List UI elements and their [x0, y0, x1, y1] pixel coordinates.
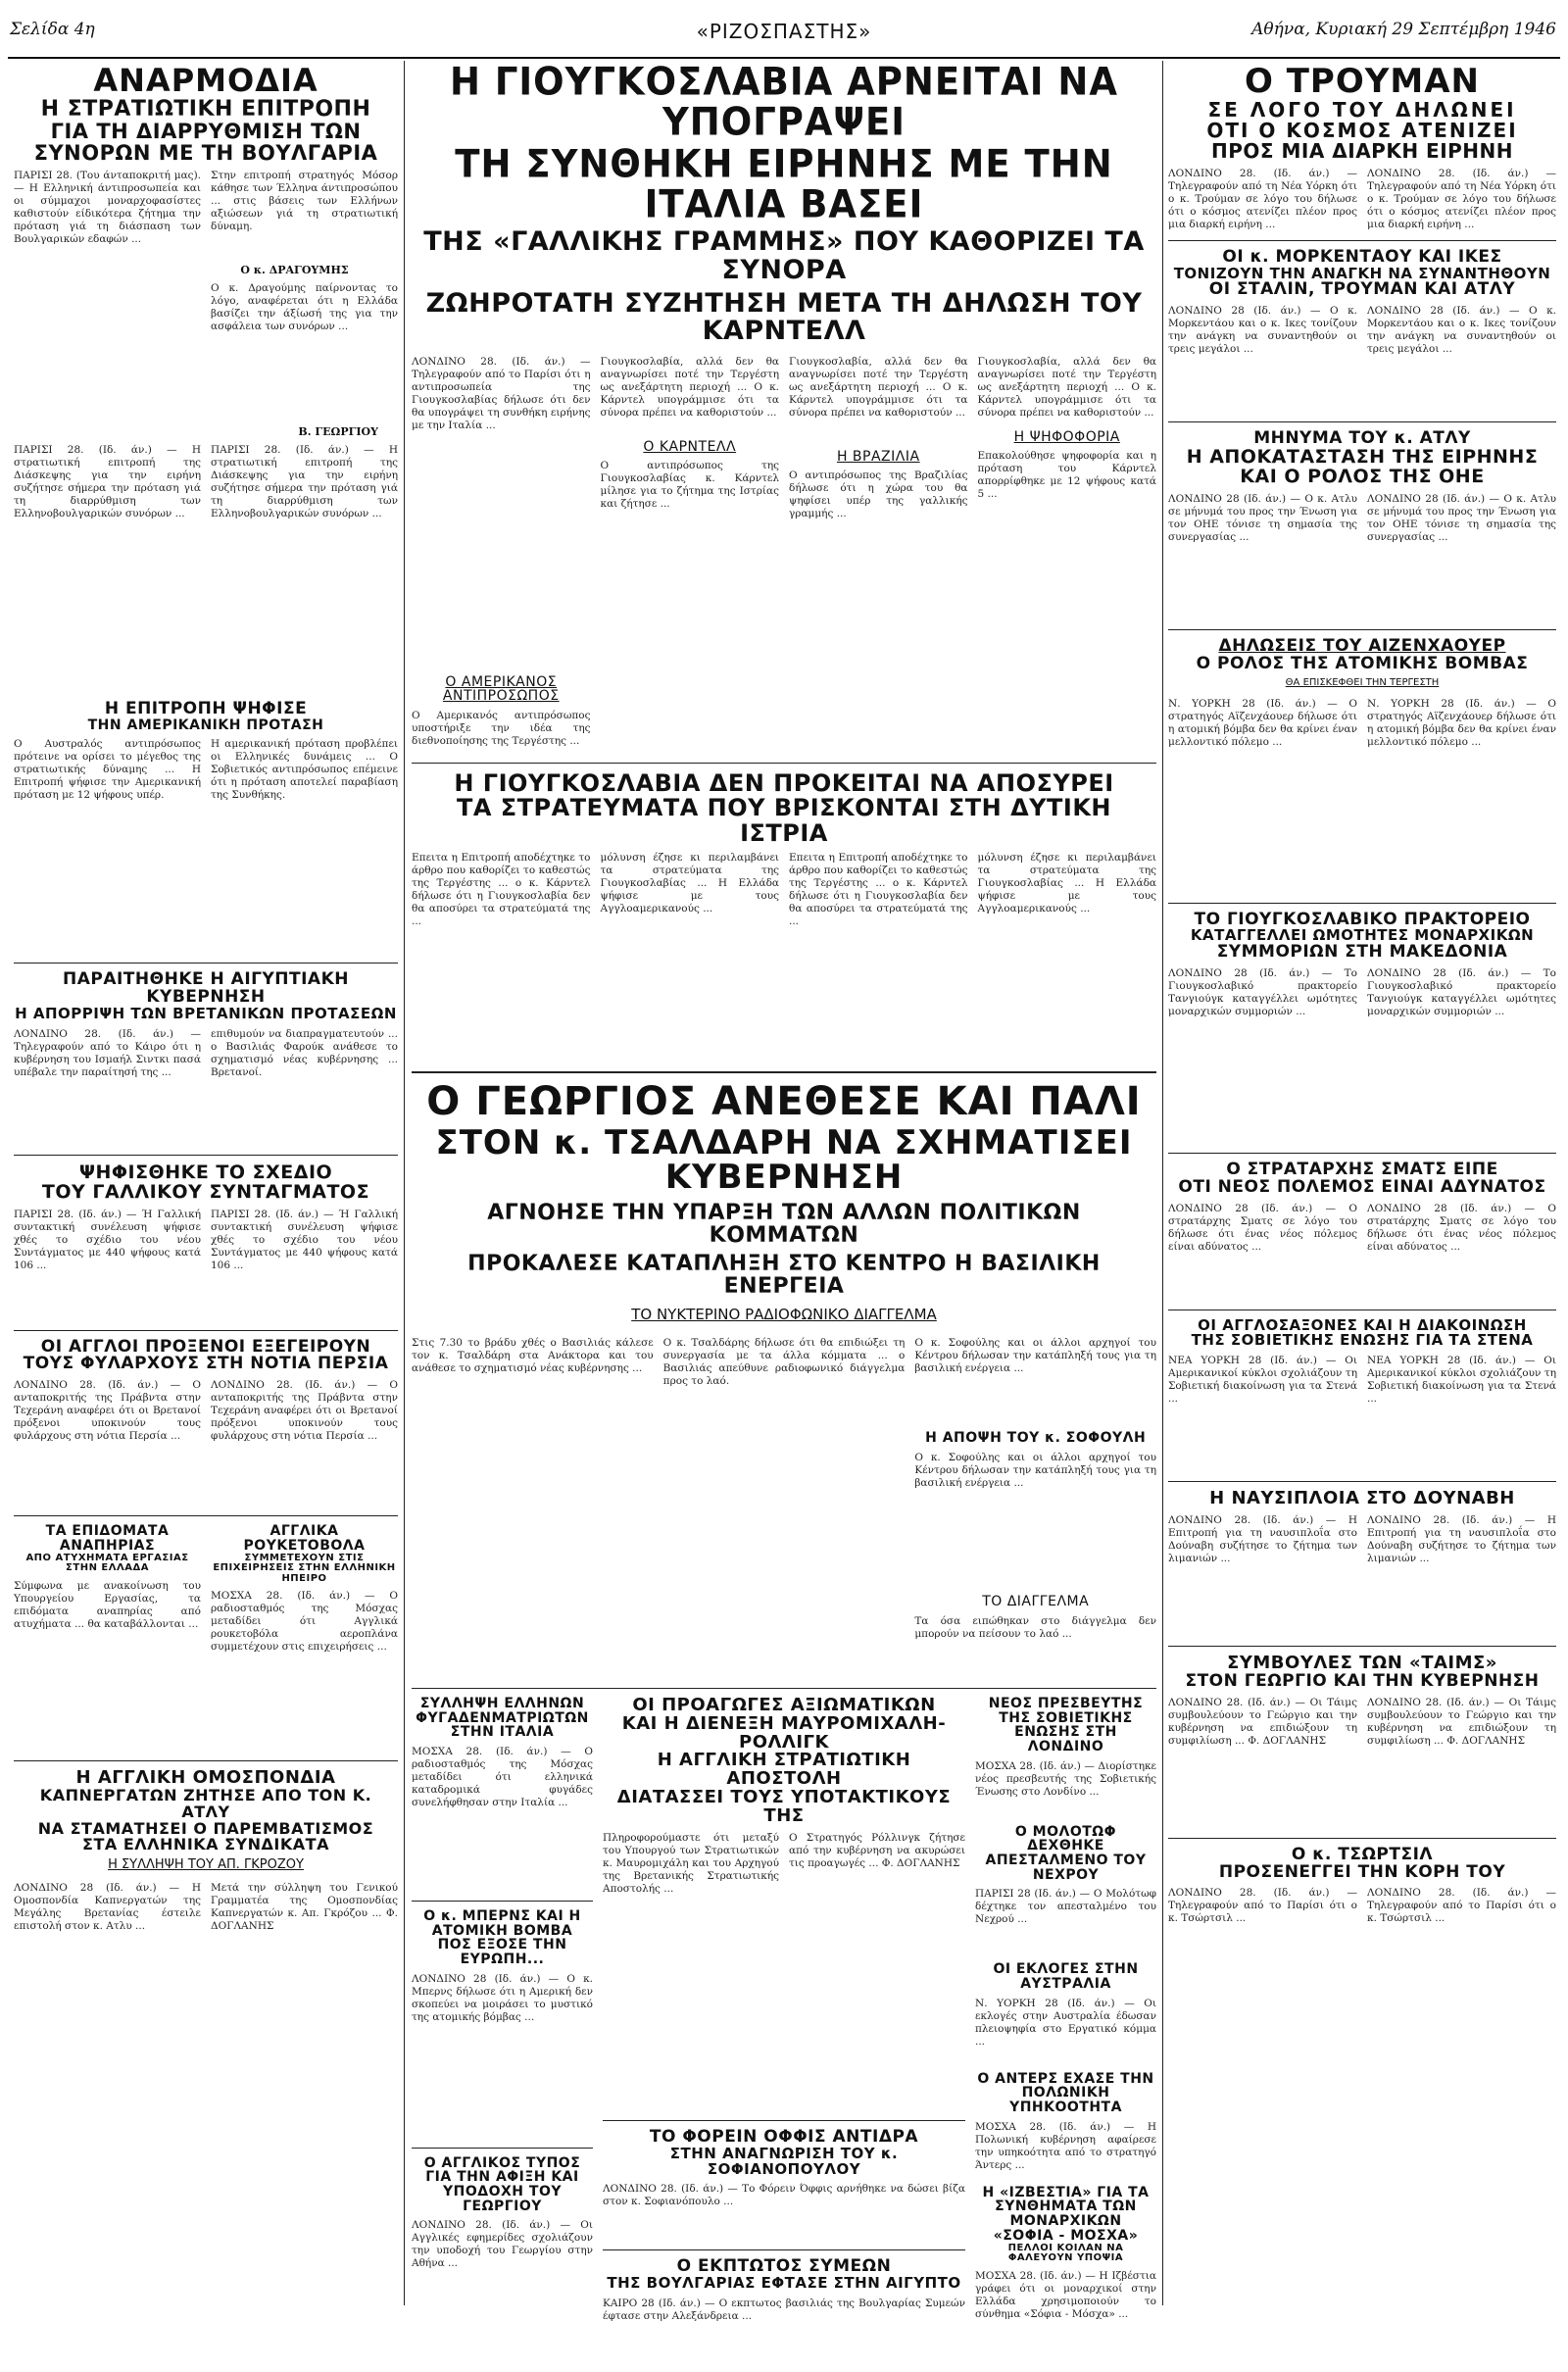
article-text: Ν. ΥΟΡΚΗ 28 (Ιδ. άν.) — Οι εκλογές στην Αυστραλία έδωσαν πλειοψηφία στο Εργατικό κόμμα ... [975, 1997, 1156, 2048]
article-text: ΜΟΣΧΑ 28. (Ιδ. άν.) — Ο ραδιοσταθμός της Μόσχας μεταδίδει ότι ελληνικά καταδρομικά φυγάδες συνελήφθησαν στην Ιταλία ... [412, 1745, 593, 1808]
article-text: Ο κ. Δραγούμης παίρνοντας το λόγο, αναφέρεται ότι η Ελλάδα βασίζει την άξίωσή της για την ασφάλεια των συνόρων ... [211, 281, 398, 332]
article-text: Ο Αμερικανός αντιπρόσωπος υποστήριξε την ιδέα της διεθνοποίησης της Τεργέστης ... [412, 710, 591, 748]
article-text: ΚΑΙΡΟ 28 (Ιδ. άν.) — Ο εκπτωτος βασιλιάς της Βουλγαρίας Συμεών έφτασε στην Αλεξάνδρεια ... [603, 2297, 965, 2322]
article-text: Ο Αυστραλός αντιπρόσωπος πρότεινε να ορίσει το μέγεθος της στρατιωτικής δύναμης ... Η Επιτροπή ψήφισε την Αμερικανική πρόταση με 12 ψήφους υπέρ. [14, 738, 201, 802]
headline: ΤΟ ΦΟΡΕΙΝ ΟΦΦΙΣ ΑΝΤΙΔΡΑ [649, 2127, 919, 2148]
article-text: μόλυνση έζησε κι περιλαμβάνει τα στρατεύματα της Γιουγκοσλαβίας ... Η Ελλάδα ψήφισε με τους Αγγλοαμερικανούς ... [600, 851, 779, 914]
headline: ΤΟΥ ΓΑΛΛΙΚΟΥ ΣΥΝΤΑΓΜΑΤΟΣ [41, 1180, 370, 1203]
headline: Ο ΜΟΛΟΤΩΦ ΔΕΧΘΗΚΕ ΑΠΕΣΤΑΛΜΕΝΟ ΤΟΥ ΝΕΧΡΟΥ [985, 1823, 1147, 1883]
article-text: ΛΟΝΔΙΝΟ 28. (Ιδ. άν.) — Τηλεγραφούν από το Παρίσι ότι η αντιπροσωπεία της Γιουγκοσλαβίας δήλωσε ότι δεν θα υπογράψει τη συνθήκη ειρήνης με την Ιταλία ... [412, 355, 591, 431]
headline: ΤΗΣ ΣΟΒΙΕΤΙΚΗΣ ΕΝΩΣΗΣ ΓΙΑ ΤΑ ΣΤΕΝΑ [1191, 1331, 1534, 1350]
article-text: Επειτα η Επιτροπή αποδέχτηκε το άρθρο που καθορίζει το καθεστώς της Τεργέστης ... ο κ. Κάρντελ δήλωσε ότι η Γιουγκοσλαβία δεν θα αποσύρει τα στρατεύματά της ... [789, 851, 968, 927]
headline: ΤΑ ΕΠΙΔΟΜΑΤΑ ΑΝΑΠΗΡΙΑΣ [45, 1523, 170, 1554]
headline: ΠΡΟΣ ΜΙΑ ΔΙΑΡΚΗ ΕΙΡΗΝΗ [1210, 138, 1514, 163]
headline: ΓΙΑ ΤΗ ΔΙΑΡΡΥΘΜΙΣΗ ΤΩΝ [50, 119, 362, 143]
headline: Η ΓΙΟΥΓΚΟΣΛΑΒΙΑ ΔΕΝ ΠΡΟΚΕΙΤΑΙ ΝΑ ΑΠΟΣΥΡΕΙ [454, 769, 1114, 798]
headline: ΣΥΜΜΟΡΙΩΝ ΣΤΗ ΜΑΚΕΔΟΝΙΑ [1216, 942, 1508, 963]
headline: ΣΥΝΟΡΩΝ ΜΕ ΤΗ ΒΟΥΛΓΑΡΙΑ [33, 140, 378, 165]
headline: Η ΑΓΓΛΙΚΗ ΣΤΡΑΤΙΩΤΙΚΗ ΑΠΟΣΤΟΛΗ [657, 1750, 911, 1790]
center-column [412, 59, 1157, 2322]
headline: ΑΠΟ ΑΤΥΧΗΜΑΤΑ ΕΡΓΑΣΙΑΣ ΣΤΗΝ ΕΛΛΑΔΑ [25, 1552, 189, 1574]
article-text: Γιουγκοσλαβία, αλλά δεν θα αναγνωρίσει ποτέ την Τεργέστη ως ανεξάρτητη περιοχή ... Ο κ. Κάρντελ υπογράμμισε ότι τα σύνορα πρέπει να καθοριστούν ... [977, 355, 1156, 419]
article-text: Σύμφωνα με ανακοίνωση του Υπουργείου Εργασίας, τα επιδόματα αναπηρίας από ατυχήματα ... θα καταβάλλονται ... [14, 1579, 201, 1630]
headline: ΟΙ ΣΤΑΛΙΝ, ΤΡΟΥΜΑΝ ΚΑΙ ΑΤΛΥ [1208, 279, 1516, 300]
article-text: Επακολούθησε ψηφοφορία και η πρόταση του Κάρντελ απορρίφθηκε με 12 ψήφους κατά 5 ... [977, 450, 1156, 501]
headline: ΤΗΣ ΒΟΥΛΓΑΡΙΑΣ ΕΦΤΑΣΕ ΣΤΗΝ ΑΙΓΥΠΤΟ [607, 2274, 961, 2293]
article-text: ΛΟΝΔΙΝΟ 28 (Ιδ. άν.) — Ο στρατάρχης Σματς σε λόγο του δήλωσε ότι ένας νέος πόλεμος είναι αδύνατος ... [1367, 1202, 1556, 1253]
article-text: ΛΟΝΔΙΝΟ 28. (Ιδ. άν.) — Ο ανταποκριτής της Πράβντα στην Τεχεράνη αναφέρει ότι οι Βρετανοί πρόξενοι υποκινούν τους φυλάρχους στη νότια Περσία ... [14, 1379, 201, 1443]
subheading: ΤΟ ΝΥΚΤΕΡΙΝΟ ΡΑΔΙΟΦΩΝΙΚΟ ΔΙΑΓΓΕΛΜΑ [631, 1306, 937, 1324]
article-text: ΝΕΑ ΥΟΡΚΗ 28 (Ιδ. άν.) — Οι Αμερικανικοί κύκλοι σχολιάζουν τη Σοβιετική διακοίνωση για τα Στενά ... [1168, 1355, 1357, 1406]
article-text: ΛΟΝΔΙΝΟ 28 (Ιδ. άν.) — Ο κ. Ατλυ σε μήνυμά του προς την Ένωση για τον ΟΗΕ τόνισε τη σημασία της συνεργασίας ... [1367, 492, 1556, 543]
article-text: Γιουγκοσλαβία, αλλά δεν θα αναγνωρίσει ποτέ την Τεργέστη ως ανεξάρτητη περιοχή ... Ο κ. Κάρντελ υπογράμμισε ότι τα σύνορα πρέπει να καθοριστούν ... [600, 355, 779, 419]
headline: Ο κ. ΜΠΕΡΝΣ ΚΑΙ Η ΑΤΟΜΙΚΗ ΒΟΜΒΑ [423, 1907, 581, 1939]
newspaper-name: «ΡΙΖΟΣΠΑΣΤΗΣ» [696, 20, 872, 43]
headline: ΚΑΙ Ο ΡΟΛΟΣ ΤΗΣ ΟΗΕ [1240, 465, 1485, 487]
headline: Η ΑΓΓΛΙΚΗ ΟΜΟΣΠΟΝΔΙΑ [75, 1767, 336, 1789]
article-text: Γιουγκοσλαβία, αλλά δεν θα αναγνωρίσει ποτέ την Τεργέστη ως ανεξάρτητη περιοχή ... Ο κ. Κάρντελ υπογράμμισε ότι τα σύνορα πρέπει να καθοριστούν ... [789, 355, 968, 419]
article-text: ΠΑΡΙΣΙ 28. (Ιδ. άν.) — Η στρατιωτική επιτροπή της Διάσκεψης για την ειρήνη συζήτησε σήμερα την πρόταση γιά τη διαρρύθμιση των Ελληνοβουλγαρικών συνόρων ... [14, 443, 201, 519]
subheading: Ο ΑΜΕΡΙΚΑΝΟΣ ΑΝΤΙΠΡΟΣΩΠΟΣ [442, 673, 560, 705]
column-rule [1162, 61, 1163, 2305]
lead-headline: ΤΗ ΣΥΝΘΗΚΗ ΕΙΡΗΝΗΣ ΜΕ ΤΗΝ ΙΤΑΛΙΑ ΒΑΣΕΙ [455, 141, 1113, 226]
article-text: μόλυνση έζησε κι περιλαμβάνει τα στρατεύματα της Γιουγκοσλαβίας ... Η Ελλάδα ψήφισε με τους Αγγλοαμερικανούς ... [977, 851, 1156, 914]
headline: Η «ΙΖΒΕΣΤΙΑ» ΓΙΑ ΤΑ ΣΥΝΘΗΜΑΤΑ ΤΩΝ ΜΟΝΑΡΧΙΚΩΝ [982, 2184, 1150, 2230]
article-text: Τα όσα ειπώθηκαν στο διάγγελμα δεν μπορούν να πείσουν το λαό ... [914, 1614, 1157, 1640]
headline: ΤΟ ΓΙΟΥΓΚΟΣΛΑΒΙΚΟ ΠΡΑΚΤΟΡΕΙΟ [1194, 909, 1531, 929]
page-number: Σελίδα 4η [10, 20, 95, 39]
article-text: ΛΟΝΔΙΝΟ 28 (Ιδ. άν.) — Ο κ. Ατλυ σε μήνυμά του προς την Ένωση για τον ΟΗΕ τόνισε τη σημασία της συνεργασίας ... [1168, 492, 1357, 543]
article-text: ΠΑΡΙΣΙ 28. (Του άνταποκριτή μας). — Η Ελληνική άντιπροσωπεία και οι σύμμαχοι μοναρχοφασίστες καθιστούν είδικότερα ζήτημα την πρόταση γιά τη διάσπαση των Βουλγαρικών εδαφών ... [14, 169, 201, 245]
article-text: ΠΑΡΙΣΙ 28. (Ιδ. άν.) — Η στρατιωτική επιτροπή της Διάσκεψης για την ειρήνη συζήτησε σήμερα την πρόταση γιά τη διαρρύθμιση των Ελληνοβουλγαρικών συνόρων ... [211, 443, 398, 519]
subheading: ΘΑ ΕΠΙΣΚΕΦΘΕΙ ΤΗΝ ΤΕΡΓΕΣΤΗ [1285, 676, 1440, 688]
headline: ΑΓΝΟΗΣΕ ΤΗΝ ΥΠΑΡΞΗ ΤΩΝ ΑΛΛΩΝ ΠΟΛΙΤΙΚΩΝ ΚΟΜΜΑΤΩΝ [487, 1201, 1081, 1249]
headline: ΨΗΦΙΣΘΗΚΕ ΤΟ ΣΧΕΔΙΟ [78, 1161, 333, 1183]
subheading: Η ΑΠΟΨΗ ΤΟΥ κ. ΣΟΦΟΥΛΗ [925, 1430, 1147, 1447]
article-text: ΛΟΝΔΙΝΟ 28 (Ιδ. άν.) — Ο κ. Μπερνς δήλωσε ότι η Αμερική δεν σκοπεύει να μοιράσει το μυστικό της ατομικής βόμβας ... [412, 1972, 593, 2023]
headline: ΣΥΜΒΟΥΛΕΣ ΤΩΝ «ΤΑΙΜΣ» [1227, 1653, 1497, 1674]
headline: Ο ΓΕΩΡΓΙΟΣ ΑΝΕΘΕΣΕ ΚΑΙ ΠΑΛΙ [426, 1078, 1142, 1124]
article-text: ΜΟΣΧΑ 28. (Ιδ. άν.) — Η Ιζβέστια γράφει ότι οι μοναρχικοί στην Ελλάδα χρησιμοποιούν το σύνθημα «Σόφια - Μόσχα» ... [975, 2269, 1156, 2320]
issue-date: Αθήνα, Κυριακή 29 Σεπτέμβρη 1946 [1251, 20, 1556, 39]
masthead-rule [8, 57, 1560, 59]
headline: ΟΤΙ Ο ΚΟΣΜΟΣ ΑΤΕΝΙΖΕΙ [1206, 118, 1518, 142]
headline: ΣΤΗΝ ΑΝΑΓΝΩΡΙΣΗ ΤΟΥ κ. ΣΟΦΙΑΝΟΠΟΥΛΟΥ [669, 2144, 899, 2178]
headline: ΠΡΟΚΑΛΕΣΕ ΚΑΤΑΠΛΗΞΗ ΣΤΟ ΚΕΝΤΡΟ Η ΒΑΣΙΛΙΚΗ ΕΝΕΡΓΕΙΑ [467, 1252, 1101, 1300]
headline: ΑΓΓΛΙΚΑ ΡΟΥΚΕΤΟΒΟΛΑ [243, 1523, 366, 1554]
headline: ΔΗΛΩΣΕΙΣ ΤΟΥ ΑΙΖΕΝΧΑΟΥΕΡ [1218, 635, 1506, 656]
headline: ΟΙ κ. ΜΟΡΚΕΝΤΑΟΥ ΚΑΙ ΙΚΕΣ [1222, 246, 1502, 267]
article-text: Ο αντιπρόσωπος της Γιουγκοσλαβίας κ. Κάρντελ μίλησε για το ζήτημα της Ιστρίας και ζήτησε ... [600, 460, 779, 511]
headline: ΤΟΝΙΖΟΥΝ ΤΗΝ ΑΝΑΓΚΗ ΝΑ ΣΥΝΑΝΤΗΘΟΥΝ [1173, 264, 1551, 282]
subheading: Ο ΚΑΡΝΤΕΛΛ [643, 438, 737, 455]
article-text: επιθυμούν να διαπραγματευτούν ... ο Βασιλιάς Φαρούκ ανάθεσε το σχηματισμό νέας κυβέρνησης ... Βρετανοί. [211, 1027, 398, 1078]
headline: Ο ΡΟΛΟΣ ΤΗΣ ΑΤΟΜΙΚΗΣ ΒΟΜΒΑΣ [1196, 653, 1529, 673]
headline: ΟΙ ΑΓΓΛΟΣΑΞΟΝΕΣ ΚΑΙ Η ΔΙΑΚΟΙΝΩΣΗ [1198, 1315, 1527, 1334]
column-rule [404, 61, 405, 2305]
article-text: Ο Στρατηγός Ρόλλινγκ ζήτησε από την κυβέρνηση να ακυρώσει τις προαγωγές ... Φ. ΔΟΓΛΑΝΗΣ [789, 1832, 965, 1870]
headline: Η ΑΠΟΡΡΙΨΗ ΤΩΝ ΒΡΕΤΑΝΙΚΩΝ ΠΡΟΤΑΣΕΩΝ [15, 1005, 397, 1022]
headline: ΔΙΑΤΑΣΣΕΙ ΤΟΥΣ ΥΠΟΤΑΚΤΙΚΟΥΣ ΤΗΣ [616, 1787, 952, 1827]
article-text: ΜΟΣΧΑ 28. (Ιδ. άν.) — Η Πολωνική κυβέρνηση αφαίρεσε την υπηκοότητα από το στρατηγό Άντερς ... [975, 2120, 1156, 2171]
headline: ΟΙ ΠΡΟΑΓΩΓΕΣ ΑΞΙΩΜΑΤΙΚΩΝ [632, 1694, 936, 1715]
headline: ΟΙ ΑΓΓΛΟΙ ΠΡΟΞΕΝΟΙ ΕΞΕΓΕΙΡΟΥΝ [40, 1336, 371, 1357]
article-text: Ο κ. Σοφούλης και οι άλλοι αρχηγοί του Κέντρου δήλωσαν την κατάπληξή τους για τη βασιλική ενέργεια ... [914, 1337, 1157, 1375]
headline: Ο ΑΝΤΕΡΣ ΕΧΑΣΕ ΤΗΝ ΠΟΛΩΝΙΚΗ ΥΠΗΚΟΟΤΗΤΑ [977, 2070, 1154, 2116]
article-text: ΠΑΡΙΣΙ 28. (Ιδ. άν.) — Ή Γαλλική συντακτική συνέλευση ψήφισε χθές το σχέδιο του νέου Συντάγματος με 440 ψήφους κατά 106 ... [14, 1208, 201, 1271]
headline: ΝΕΟΣ ΠΡΕΣΒΕΥΤΗΣ ΤΗΣ ΣΟΒΙΕΤΙΚΗΣ ΕΝΩΣΗΣ ΣΤΗ ΛΟΝΔΙΝΟ [988, 1695, 1144, 1754]
headline: ΣΤΟΝ ΓΕΩΡΓΙΟ ΚΑΙ ΤΗΝ ΚΥΒΕΡΝΗΣΗ [1185, 1670, 1540, 1691]
article-text: ΛΟΝΔΙΝΟ 28. (Ιδ. άν.) — Τηλεγραφούν από το Παρίσι ότι ο κ. Τσώρτσιλ ... [1168, 1887, 1357, 1925]
article-text: ΠΑΡΙΣΙ 28. (Ιδ. άν.) — Ή Γαλλική συντακτική συνέλευση ψήφισε χθές το σχέδιο του νέου Συντάγματος με 440 ψήφους κατά 106 ... [211, 1208, 398, 1271]
subheading: Ο κ. ΔΡΑΓΟΥΜΗΣ [240, 263, 349, 276]
article-text: Ο αντιπρόσωπος της Βραζιλίας δήλωσε ότι η χώρα του θα ψηφίσει υπέρ της γαλλικής γραμμής ... [789, 469, 968, 520]
headline: ΣΤΑ ΕΛΛΗΝΙΚΑ ΣΥΝΔΙΚΑΤΑ [82, 1835, 329, 1854]
headline: Ο ΕΚΠΤΩΤΟΣ ΣΥΜΕΩΝ [676, 2256, 892, 2277]
headline: ΚΑΠΝΕΡΓΑΤΩΝ ΖΗΤΗΣΕ ΑΠΟ ΤΟΝ Κ. ΑΤΛΥ [39, 1786, 372, 1821]
article-text: ΛΟΝΔΙΝΟ 28. (Ιδ. άν.) — Τηλεγραφούν από το Παρίσι ότι ο κ. Τσώρτσιλ ... [1367, 1887, 1556, 1925]
lead-headline: ΖΩΗΡΟΤΑΤΗ ΣΥΖΗΤΗΣΗ ΜΕΤΑ ΤΗ ΔΗΛΩΣΗ ΤΟΥ ΚΑΡΝΤΕΛΛ [425, 288, 1143, 347]
article-text: Ν. ΥΟΡΚΗ 28 (Ιδ. άν.) — Ο στρατηγός Αϊζενχάουερ δήλωσε ότι η ατομική βόμβα δεν θα κρίνει έναν μελλοντικό πόλεμο ... [1367, 697, 1556, 748]
headline: ΣΥΛΛΗΨΗ ΕΛΛΗΝΩΝ ΦΥΓΑΔΕΝΜΑΤΡΙΩΤΩΝ ΣΤΗΝ ΙΤΑΛΙΑ [416, 1695, 589, 1741]
article-text: ΜΟΣΧΑ 28. (Ιδ. άν.) — Διορίστηκε νέος πρεσβευτής της Σοβιετικής Ένωσης στο Λονδίνο ... [975, 1759, 1156, 1798]
article-text: ΛΟΝΔΙΝΟ 28. (Ιδ. άν.) — Οι Τάιμς συμβουλεύουν το Γεώργιο και την κυβέρνηση να επιδιώξουν τη συμφιλίωση ... Φ. ΔΟΓΛΑΝΗΣ [1367, 1696, 1556, 1747]
byline: Β. ΓΕΩΡΓΙΟΥ [298, 424, 378, 438]
article-text: ΜΟΣΧΑ 28. (Ιδ. άν.) — Ο ραδιοσταθμός της Μόσχας μεταδίδει ότι Αγγλικά ρουκετοβόλα αεροπλάνα συμμετέχουν στις επιχειρήσεις ... [211, 1590, 398, 1654]
headline: ΠΑΡΑΙΤΗΘΗΚΕ Η ΑΙΓΥΠΤΙΑΚΗ ΚΥΒΕΡΝΗΣΗ [62, 969, 349, 1008]
headline: ΣΥΜΜΕΤΕΧΟΥΝ ΣΤΙΣ ΕΠΙΧΕΙΡΗΣΕΙΣ ΣΤΗΝ ΕΛΛΗΝΙΚΗ ΗΠΕΙΡΟ [213, 1552, 396, 1584]
masthead [8, 6, 1560, 63]
headline: ΤΑ ΣΤΡΑΤΕΥΜΑΤΑ ΠΟΥ ΒΡΙΣΚΟΝΤΑΙ ΣΤΗ ΔΥΤΙΚΗ ΙΣΤΡΙΑ [456, 794, 1112, 847]
article-text: ΛΟΝΔΙΝΟ 28. (Ιδ. άν.) — Η Επιτροπή για τη ναυσιπλοΐα στο Δούναβη συζήτησε το ζήτημα των λιμανιών ... [1367, 1514, 1556, 1565]
article-text: ΛΟΝΔΙΝΟ 28. (Ιδ. άν.) — Οι Τάιμς συμβουλεύουν το Γεώργιο και την κυβέρνηση να επιδιώξουν τη συμφιλίωση ... Φ. ΔΟΓΛΑΝΗΣ [1168, 1696, 1357, 1747]
headline: ΠΡΟΣΕΝΕΓΓΕΙ ΤΗΝ ΚΟΡΗ ΤΟΥ [1218, 1861, 1506, 1882]
subheading: Η ΨΗΦΟΦΟΡΙΑ [1013, 428, 1120, 445]
headline: ΚΑΤΑΓΓΕΛΛΕΙ ΩΜΟΤΗΤΕΣ ΜΟΝΑΡΧΙΚΩΝ [1190, 926, 1535, 945]
headline: ΤΗΝ ΑΜΕΡΙΚΑΝΙΚΗ ΠΡΟΤΑΣΗ [87, 717, 324, 733]
headline: Ο ΑΓΓΛΙΚΟΣ ΤΥΠΟΣ ΓΙΑ ΤΗΝ ΑΦΙΞΗ ΚΑΙ ΥΠΟΔΟΧΗ ΤΟΥ ΓΕΩΡΓΙΟΥ [423, 2154, 581, 2214]
subheading: Η ΒΡΑΖΙΛΙΑ [836, 448, 920, 465]
article-text: Στις 7.30 το βράδυ χθές ο Βασιλιάς κάλεσε τον κ. Τσαλδάρη στα Ανάκτορα και του ανάθεσε το σχηματισμό νέας κυβέρνησης ... [412, 1337, 654, 1375]
article-text: ΛΟΝΔΙΝΟ 28. (Ιδ. άν.) — Η Επιτροπή για τη ναυσιπλοΐα στο Δούναβη συζήτησε το ζήτημα των λιμανιών ... [1168, 1514, 1357, 1565]
article-text: ΛΟΝΔΙΝΟ 28. (Ιδ. άν.) — Τηλεγραφούν από τη Νέα Υόρκη ότι ο κ. Τρούμαν σε λόγο του δήλωσε ότι ο κόσμος ατενίζει πλέον προς μια διαρκή ειρήνη ... [1168, 167, 1357, 230]
article-text: ΛΟΝΔΙΝΟ 28 (Ιδ. άν.) — Ο κ. Μορκεντάου και ο κ. Ικες τονίζουν την ανάγκη να συναντηθούν οι τρεις μεγάλοι ... [1168, 305, 1357, 356]
article-text: ΛΟΝΔΙΝΟ 28. (Ιδ. άν.) — Το Φόρειν Όφφις αρνήθηκε να δώσει βίζα στον κ. Σοφιανόπουλο ... [603, 2183, 965, 2208]
headline: ΤΟΥΣ ΦΥΛΑΡΧΟΥΣ ΣΤΗ ΝΟΤΙΑ ΠΕΡΣΙΑ [23, 1354, 389, 1374]
article-text: Ο κ. Σοφούλης και οι άλλοι αρχηγοί του Κέντρου δήλωσαν την κατάπληξή τους για τη βασιλική ενέργεια ... [914, 1452, 1157, 1490]
headline: ΣΕ ΛΟΓΟ ΤΟΥ ΔΗΛΩΝΕΙ [1207, 97, 1517, 122]
article-text: ΠΑΡΙΣΙ 28 (Ιδ. άν.) — Ο Μολότωφ δέχτηκε τον απεσταλμένο του Νεχρού ... [975, 1888, 1156, 1926]
article-text: ΛΟΝΔΙΝΟ 28 (Ιδ. άν.) — Ο στρατάρχης Σματς σε λόγο του δήλωσε ότι ένας νέος πόλεμος είναι αδύνατος ... [1168, 1202, 1357, 1253]
headline: ΣΤΟΝ κ. ΤΣΑΛΔΑΡΗ ΝΑ ΣΧΗΜΑΤΙΣΕΙ ΚΥΒΕΡΝΗΣΗ [435, 1122, 1133, 1198]
article-text: Ν. ΥΟΡΚΗ 28 (Ιδ. άν.) — Ο στρατηγός Αϊζενχάουερ δήλωσε ότι η ατομική βόμβα δεν θα κρίνει έναν μελλοντικό πόλεμο ... [1168, 697, 1357, 748]
headline: ΟΤΙ ΝΕΟΣ ΠΟΛΕΜΟΣ ΕΙΝΑΙ ΑΔΥΝΑΤΟΣ [1178, 1176, 1546, 1197]
article-text: ΛΟΝΔΙΝΟ 28 (Ιδ. άν.) — Το Γιουγκοσλαβικό πρακτορείο Τανγιούγκ καταγγέλλει ωμότητες μοναρχικών συμμοριών ... [1367, 966, 1556, 1017]
subheading: Η ΣΥΛΛΗΨΗ ΤΟΥ ΑΠ. ΓΚΡΟΖΟΥ [108, 1857, 304, 1873]
article-text: Στην επιτροπή στρατηγός Μόσορ κάθησε των Έλληνα άντιπροσώπου ... στις βάσεις των Ελλήνων αξιώσεων γιά τη στρατιωτική δύναμη. [211, 169, 398, 232]
article-text: Η αμερικανική πρόταση προβλέπει οι Ελληνικές δυνάμεις ... Ο Σοβιετικός αντιπρόσωπος επέμεινε ότι η πρόταση αποτελεί παραβίαση της Συνθήκης. [211, 738, 398, 802]
headline: ΝΑ ΣΤΑΜΑΤΗΣΕΙ Ο ΠΑΡΕΜΒΑΤΙΣΜΟΣ [37, 1818, 374, 1838]
lead-headline: Η ΓΙΟΥΓΚΟΣΛΑΒΙΑ ΑΡΝΕΙΤΑΙ ΝΑ ΥΠΟΓΡΑΨΕΙ [449, 59, 1119, 144]
right-column [1168, 62, 1556, 2309]
article-text: ΛΟΝΔΙΝΟ 28 (Ιδ. άν.) — Ο κ. Μορκεντάου και ο κ. Ικες τονίζουν την ανάγκη να συναντηθούν οι τρεις μεγάλοι ... [1367, 305, 1556, 356]
article-text: ΝΕΑ ΥΟΡΚΗ 28 (Ιδ. άν.) — Οι Αμερικανικοί κύκλοι σχολιάζουν τη Σοβιετική διακοίνωση για τα Στενά ... [1367, 1355, 1556, 1406]
article-text: Επειτα η Επιτροπή αποδέχτηκε το άρθρο που καθορίζει το καθεστώς της Τεργέστης ... ο κ. Κάρντελ δήλωσε ότι η Γιουγκοσλαβία δεν θα αποσύρει τα στρατεύματά της ... [412, 851, 591, 927]
left-column [14, 62, 398, 2309]
article-text: ΛΟΝΔΙΝΟ 28. (Ιδ. άν.) — Τηλεγραφούν από τη Νέα Υόρκη ότι ο κ. Τρούμαν σε λόγο του δήλωσε ότι ο κόσμος ατενίζει πλέον προς μια διαρκή ειρήνη ... [1367, 167, 1556, 230]
headline: «ΣΟΦΙΑ - ΜΟΣΧΑ» [993, 2227, 1139, 2244]
headline: Η ΝΑΥΣΙΠΛΟΙΑ ΣΤΟ ΔΟΥΝΑΒΗ [1209, 1488, 1515, 1509]
article-text: ΛΟΝΔΙΝΟ 28. (Ιδ. άν.) — Οι Αγγλικές εφημερίδες σχολιάζουν την υποδοχή του Γεωργίου στην Αθήνα ... [412, 2219, 593, 2270]
headline: ΠΟΣ ΕΞΟΣΕ ΤΗΝ ΕΥΡΩΠΗ... [437, 1937, 567, 1967]
article-text: Πληροφορούμαστε ότι μεταξύ του Υπουργού των Στρατιωτικών κ. Μαυρομιχάλη και του Αρχηγού της Βρετανικής Στρατιωτικής Αποστολής ... [603, 1832, 779, 1896]
headline: ΟΙ ΕΚΛΟΓΕΣ ΣΤΗΝ ΑΥΣΤΡΑΛΙΑ [993, 1961, 1139, 1992]
article-text: ΛΟΝΔΙΝΟ 28 (Ιδ. άν.) — Το Γιουγκοσλαβικό πρακτορείο Τανγιούγκ καταγγέλλει ωμότητες μοναρχικών συμμοριών ... [1168, 966, 1357, 1017]
headline: ΠΕΛΛΟΙ ΚΟΙΛΑΝ ΝΑ ΦΑΛΕΥΟΥΝ ΥΠΟΨΙΑ [1007, 2242, 1124, 2263]
headline: Η ΕΠΙΤΡΟΠΗ ΨΗΦΙΣΕ [104, 698, 308, 718]
headline: ΑΝΑΡΜΟΔΙΑ [93, 62, 318, 99]
article-text: ΛΟΝΔΙΝΟ 28 (Ιδ. άν.) — Η Ομοσπονδία Καπνεργατών της Μεγάλης Βρετανίας έστειλε επιστολή στον κ. Ατλυ ... [14, 1882, 201, 1933]
article-text: ΛΟΝΔΙΝΟ 28. (Ιδ. άν.) — Ο ανταποκριτής της Πράβντα στην Τεχεράνη αναφέρει ότι οι Βρετανοί πρόξενοι υποκινούν τους φυλάρχους στη νότια Περσία ... [211, 1379, 398, 1443]
article-text: Ο κ. Τσαλδάρης δήλωσε ότι θα επιδιώξει τη συνεργασία με τα άλλα κόμματα ... ο Βασιλιάς απεύθυνε ραδιοφωνικό διάγγελμα προς το λαό. [662, 1337, 906, 1388]
headline: Η ΑΠΟΚΑΤΑΣΤΑΣΗ ΤΗΣ ΕΙΡΗΝΗΣ [1186, 445, 1539, 468]
lead-headline: ΤΗΣ «ΓΑΛΛΙΚΗΣ ΓΡΑΜΜΗΣ» ΠΟΥ ΚΑΘΟΡΙΖΕΙ ΤΑ ΣΥΝΟΡΑ [423, 226, 1145, 285]
headline: ΜΗΝΥΜΑ ΤΟΥ κ. ΑΤΛΥ [1253, 428, 1471, 449]
headline: Ο ΤΡΟΥΜΑΝ [1245, 62, 1480, 101]
article-text: Μετά την σύλληψη του Γενικού Γραμματέα της Ομοσπονδίας Καπνεργατών κ. Απ. Γκρόζου ... Φ. ΔΟΓΛΑΝΗΣ [211, 1882, 398, 1933]
headline: Ο ΣΤΡΑΤΑΡΧΗΣ ΣΜΑΤΣ ΕΙΠΕ [1226, 1159, 1498, 1179]
subheading: ΤΟ ΔΙΑΓΓΕΛΜΑ [982, 1594, 1090, 1610]
headline: Ο κ. ΤΣΩΡΤΣΙΛ [1291, 1844, 1434, 1864]
headline: ΚΑΙ Η ΔΙΕΝΕΞΗ ΜΑΥΡΟΜΙΧΑΛΗ-ΡΟΛΛΙΓΚ [621, 1712, 947, 1753]
headline: Η ΣΤΡΑΤΙΩΤΙΚΗ ΕΠΙΤΡΟΠΗ [40, 96, 371, 122]
article-text: ΛΟΝΔΙΝΟ 28. (Ιδ. άν.) — Τηλεγραφούν από το Κάιρο ότι η κυβέρνηση του Ισμαήλ Σιντκι πασά υπέβαλε την παραίτησή της ... [14, 1027, 201, 1078]
